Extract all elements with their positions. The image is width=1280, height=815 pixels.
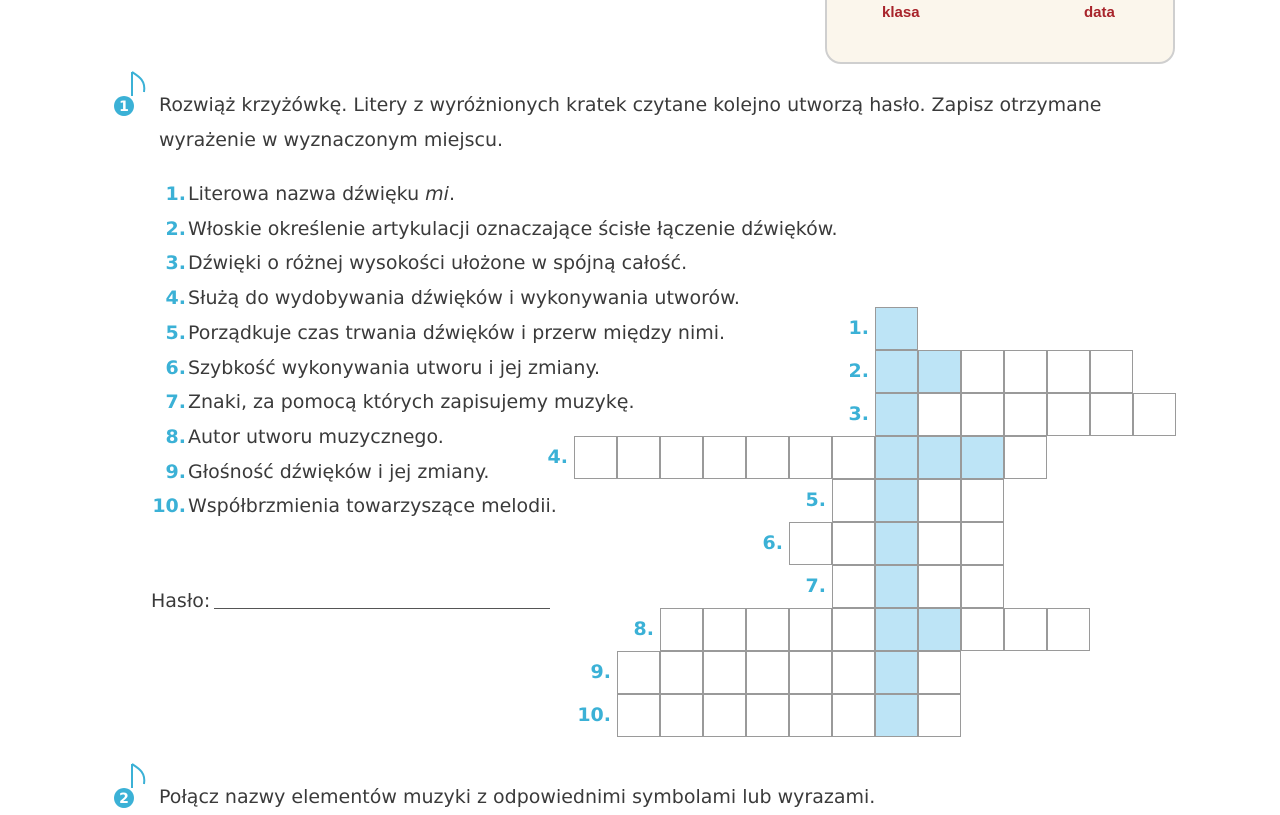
crossword-cell-highlighted[interactable] (875, 565, 918, 608)
clue-item (140, 388, 634, 416)
crossword-cell[interactable] (961, 522, 1004, 565)
crossword-cell[interactable] (617, 436, 660, 479)
date-label: data (1084, 4, 1115, 21)
clue-text: Literowa nazwa dźwięku (188, 183, 426, 205)
crossword-cell[interactable] (574, 436, 617, 479)
clue-number: 2. (165, 217, 186, 240)
crossword-cell[interactable] (832, 479, 875, 522)
crossword-cell[interactable] (703, 651, 746, 694)
crossword-cell[interactable] (1004, 393, 1047, 436)
crossword-cell-highlighted[interactable] (918, 608, 961, 651)
crossword-cell[interactable] (832, 651, 875, 694)
crossword-cell-highlighted[interactable] (875, 522, 918, 565)
crossword-cell[interactable] (789, 522, 832, 565)
crossword-cell[interactable] (1090, 350, 1133, 393)
clue-number: 4. (165, 287, 186, 310)
crossword-row-number: 1. (848, 317, 869, 339)
crossword-cell[interactable] (832, 694, 875, 737)
crossword-cell[interactable] (746, 694, 789, 737)
clue-text: Współbrzmienia towarzyszące melodii. (188, 495, 557, 518)
crossword-cell[interactable] (746, 651, 789, 694)
exercise-instruction: Rozwiąż krzyżówkę. Litery z wyróżnionych kratek czytane kolejno utworzą hasło. Zapisz otrzymane wyrażenie w wyznaczonym miejscu. (159, 94, 1102, 151)
crossword-cell[interactable] (1004, 350, 1047, 393)
clue-text: Znaki, za pomocą których zapisujemy muzykę. (188, 391, 635, 414)
crossword-cell[interactable] (918, 393, 961, 436)
crossword-cell[interactable] (1004, 436, 1047, 479)
crossword-cell[interactable] (703, 436, 746, 479)
crossword-row-number: 9. (590, 661, 611, 683)
clue-tail: . (448, 183, 456, 205)
crossword-cell[interactable] (961, 393, 1004, 436)
crossword-cell[interactable] (918, 651, 961, 694)
clue-item (140, 249, 687, 277)
crossword-cell[interactable] (832, 436, 875, 479)
clue-text: Porządkuje czas trwania dźwięków i przerw między nimi. (188, 321, 726, 344)
crossword-cell[interactable] (918, 694, 961, 737)
crossword-row-number: 3. (848, 403, 869, 425)
crossword-cell-highlighted[interactable] (875, 479, 918, 522)
crossword-cell-highlighted[interactable] (918, 350, 961, 393)
crossword-row-number: 10. (577, 704, 611, 726)
crossword-cell[interactable] (832, 565, 875, 608)
crossword-cell-highlighted[interactable] (875, 307, 918, 350)
crossword-row-number: 6. (762, 532, 783, 554)
clue-number: 6. (165, 356, 186, 379)
answer-line[interactable] (214, 608, 550, 609)
clue-item (140, 215, 838, 243)
crossword-row-number: 7. (805, 575, 826, 597)
clue-text: Autor utworu muzycznego. (188, 425, 444, 448)
crossword-cell[interactable] (1133, 393, 1176, 436)
crossword-cell[interactable] (918, 479, 961, 522)
music-note-icon (110, 66, 154, 118)
clue-number: 3. (165, 252, 186, 275)
clue-item (140, 423, 444, 451)
crossword-row-number: 5. (805, 489, 826, 511)
crossword-cell[interactable] (660, 694, 703, 737)
crossword-cell[interactable] (789, 651, 832, 694)
crossword-cell[interactable] (789, 694, 832, 737)
crossword-cell-highlighted[interactable] (875, 651, 918, 694)
crossword-cell[interactable] (660, 651, 703, 694)
crossword-row-number: 8. (633, 618, 654, 640)
music-note-icon (110, 758, 154, 810)
crossword-cell-highlighted[interactable] (875, 393, 918, 436)
crossword-cell[interactable] (918, 565, 961, 608)
clue-item (140, 284, 740, 312)
clue-number: 5. (165, 321, 186, 344)
crossword-cell[interactable] (961, 608, 1004, 651)
exercise-number: 1 (119, 99, 129, 115)
crossword-cell-highlighted[interactable] (875, 436, 918, 479)
class-label: klasa (882, 4, 920, 21)
clue-text: Szybkość wykonywania utworu i jej zmiany. (188, 356, 601, 379)
crossword-cell[interactable] (789, 608, 832, 651)
crossword-cell[interactable] (746, 436, 789, 479)
exercise2-instruction: Połącz nazwy elementów muzyki z odpowiednimi symbolami lub wyrazami. (159, 786, 876, 808)
crossword-cell[interactable] (660, 608, 703, 651)
crossword-cell-highlighted[interactable] (918, 436, 961, 479)
crossword-cell[interactable] (789, 436, 832, 479)
clue-text: Służą do wydobywania dźwięków i wykonywania utworów. (188, 287, 740, 310)
crossword-cell[interactable] (660, 436, 703, 479)
crossword-cell[interactable] (1090, 393, 1133, 436)
crossword-cell-highlighted[interactable] (875, 694, 918, 737)
clue-text: Włoskie określenie artykulacji oznaczające ścisłe łączenie dźwięków. (188, 217, 838, 240)
clue-text: Dźwięki o różnej wysokości ułożone w spójną całość. (188, 252, 688, 275)
clue-item (140, 180, 455, 208)
crossword-row-number: 4. (547, 446, 568, 468)
answer-label: Hasło: (151, 590, 211, 612)
crossword-cell[interactable] (617, 694, 660, 737)
crossword-cell-highlighted[interactable] (875, 350, 918, 393)
crossword-cell[interactable] (703, 608, 746, 651)
crossword-cell-highlighted[interactable] (961, 436, 1004, 479)
crossword-cell[interactable] (918, 522, 961, 565)
clue-number: 9. (165, 460, 186, 483)
crossword-cell[interactable] (1047, 393, 1090, 436)
crossword-cell[interactable] (832, 522, 875, 565)
clue-number: 7. (165, 391, 186, 414)
clue-item (140, 319, 725, 347)
clue-number: 10. (152, 495, 186, 518)
clue-item (140, 354, 600, 382)
clue-text: Głośność dźwięków i jej zmiany. (188, 460, 490, 483)
clue-number: 8. (165, 425, 186, 448)
crossword-row-number: 2. (848, 360, 869, 382)
crossword-cell[interactable] (1047, 608, 1090, 651)
exercise-number: 2 (119, 791, 129, 807)
clue-emphasis: mi (425, 183, 449, 205)
crossword-cell[interactable] (1004, 608, 1047, 651)
crossword-cell[interactable] (703, 694, 746, 737)
clue-number: 1. (165, 183, 186, 205)
crossword-cell[interactable] (617, 651, 660, 694)
crossword-cell[interactable] (961, 479, 1004, 522)
crossword-cell[interactable] (746, 608, 789, 651)
clue-item (140, 492, 557, 520)
crossword-cell[interactable] (1047, 350, 1090, 393)
clue-item (140, 458, 489, 486)
crossword-cell[interactable] (961, 350, 1004, 393)
crossword-cell[interactable] (832, 608, 875, 651)
student-info-box (825, 0, 1175, 64)
crossword-cell[interactable] (961, 565, 1004, 608)
crossword-cell-highlighted[interactable] (875, 608, 918, 651)
